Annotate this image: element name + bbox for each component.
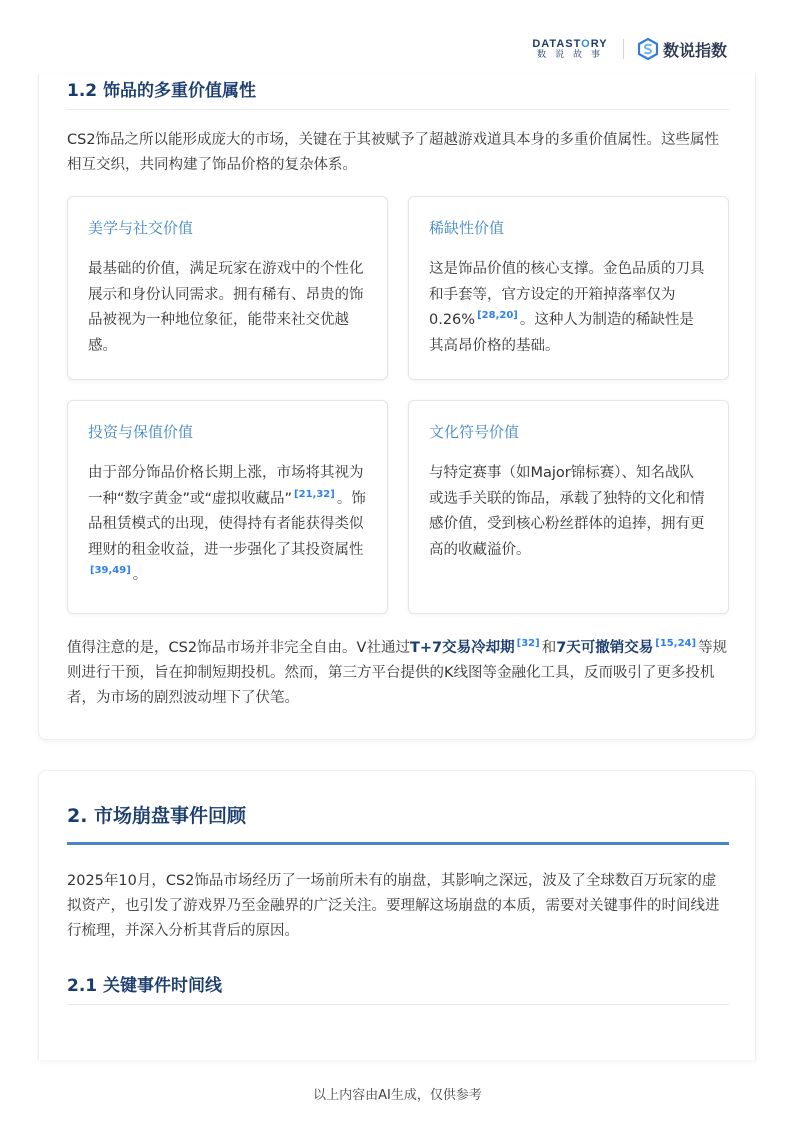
- value-box-culture: [408, 400, 729, 614]
- page-header: [531, 36, 727, 62]
- text-segment: 这是饰品价值的核心支撑。金色品质的刀具和手套等，官方设定的开箱掉落率仅为0.26%: [429, 261, 705, 328]
- value-box-title: 美学与社交价值: [88, 219, 194, 237]
- citation-ref[interactable]: [15,24]: [655, 638, 697, 650]
- text-segment: 由于部分饰品价格长期上涨，市场将其视为一种“数字黄金”或“虚拟收藏品”: [88, 465, 364, 507]
- ai-disclaimer-footer: 以上内容由AI生成，仅供参考: [313, 1088, 482, 1103]
- logo-en-a: DATAST: [532, 37, 582, 50]
- text-segment: 。饰品租赁模式的出现，使得持有者能获得类似理财的租金收益，进一步强化了其投资属性: [88, 490, 366, 558]
- value-box-text: 与特定赛事（如Major锦标赛）、知名战队或选手关联的饰品，承载了独特的文化和情感价值，受到核心粉丝群体的追捧，拥有更高的收藏溢价。: [429, 465, 705, 558]
- section-1-2-note: [67, 636, 729, 711]
- section-2-title: 2. 市场崩盘事件回顾: [67, 801, 729, 845]
- citation-ref[interactable]: [32]: [516, 638, 540, 650]
- section-1-2-title: 1.2 饰品的多重价值属性: [67, 76, 729, 110]
- highlight-7day-revocable: 7天可撤销交易: [556, 640, 654, 656]
- citation-ref[interactable]: [39,49]: [90, 565, 131, 577]
- section-1-2-card: [38, 74, 756, 740]
- shuoshuo-index-logo: [638, 38, 727, 61]
- header-divider: [623, 39, 624, 59]
- value-box-text: [429, 257, 708, 359]
- citation-ref[interactable]: [21,32]: [294, 488, 335, 500]
- section-2-intro: 2025年10月，CS2饰品市场经历了一场前所未有的崩盘，其影响之深远，波及了全球数百万玩家的虚拟资产，也引发了游戏界乃至金融界的广泛关注。要理解这场崩盘的本质，需要对关键事件的时间线进行梳理，并深入分析其背后的原因。: [67, 873, 720, 939]
- value-box-text: [88, 461, 367, 589]
- text-segment: 。这种人为制造的稀缺性是其高昂价格的基础。: [429, 312, 694, 354]
- text-segment: 等规则进行干预，旨在抑制短期投机。然而，第三方平台提供的K线图等金融化工具，反而吸引了更多投机者，为市场的剧烈波动埋下了伏笔。: [67, 640, 728, 706]
- value-box-scarcity: [408, 196, 729, 380]
- text-segment: 值得注意的是，CS2饰品市场并非完全自由。V社通过: [67, 640, 410, 656]
- section-2-card: [38, 770, 756, 1060]
- value-box-aesthetic: [67, 196, 388, 380]
- value-box-title: 文化符号价值: [429, 423, 520, 441]
- value-box-investment: [67, 400, 388, 614]
- section-1-2-intro: CS2饰品之所以能形成庞大的市场，关键在于其被赋予了超越游戏道具本身的多重价值属性。这些属性相互交织，共同构建了饰品价格的复杂体系。: [67, 132, 720, 173]
- citation-ref[interactable]: [28,20]: [477, 310, 518, 322]
- value-box-text: 最基础的价值，满足玩家在游戏中的个性化展示和身份认同需求。拥有稀有、昂贵的饰品被视为一种地位象征，能带来社交优越感。: [88, 261, 364, 354]
- highlight-t7-cooldown: T+7交易冷却期: [409, 640, 515, 656]
- text-segment: 和: [541, 640, 557, 656]
- datastory-logo: [531, 38, 609, 61]
- hexagon-s-icon: [638, 38, 658, 60]
- logo2-text: 数说指数: [662, 40, 727, 60]
- logo-cn: 数说故事: [536, 49, 609, 60]
- value-box-title: 投资与保值价值: [88, 423, 194, 441]
- text-segment: 。: [132, 567, 148, 583]
- logo-en-b: O: [581, 37, 591, 50]
- section-2-1-title: 2.1 关键事件时间线: [67, 971, 729, 1005]
- logo-en-c: RY: [590, 37, 608, 50]
- value-box-title: 稀缺性价值: [429, 219, 505, 237]
